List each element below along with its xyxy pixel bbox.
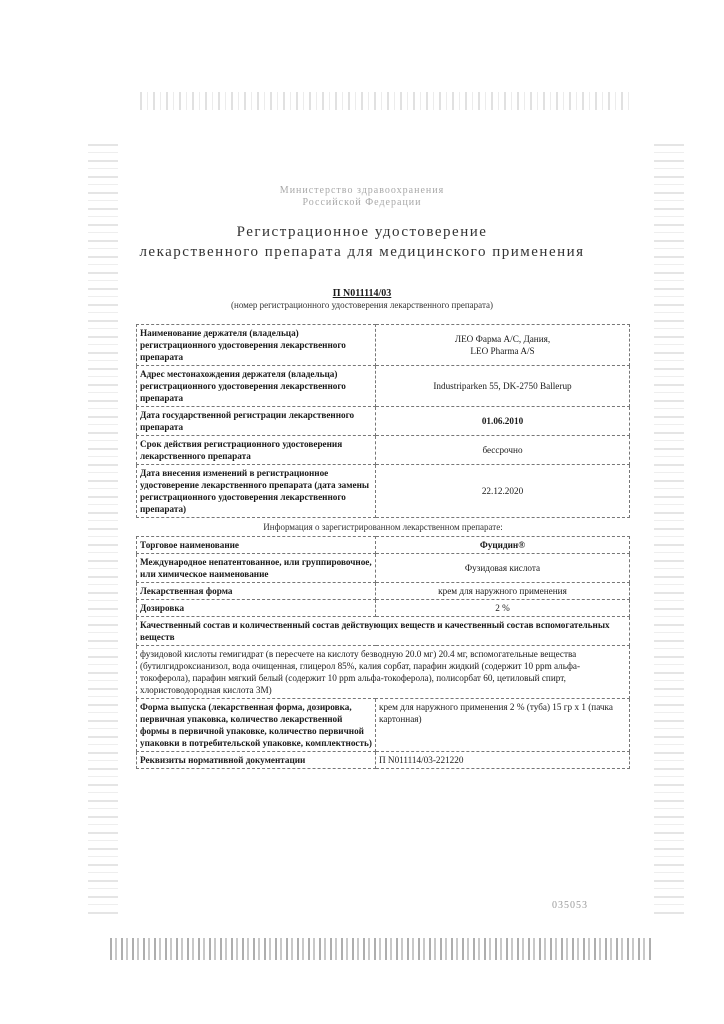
table-row [137,537,630,554]
dosage-value: 2 % [376,600,630,617]
dosage-form-label: Лекарственная форма [137,583,376,600]
table-row [137,366,630,407]
composition-text: фузидовой кислоты гемигидрат (в пересчете на кислоту безводную 20.0 мг) 20.4 мг, вспомогательные вещества (бутилгидроксианизол, вода очищенная, глицерол 85%, калия сорбат, парафин жидкий (содержит 10 ppm альфа-токоферола), парафин мягкий белый (содержит 10 ppm альфа-токоферола), полисорбат 60, цетиловый спирт, хлористоводородная кислота 3М) [137,646,630,699]
inn-value: Фузидовая кислота [376,554,630,583]
table-row [137,583,630,600]
holder-name-ru: ЛЕО Фарма А/С, Дания, [454,334,551,344]
table-row [137,699,630,752]
title-line-1: Регистрационное удостоверение [236,224,488,240]
table-row [137,325,630,366]
table-row [137,518,630,537]
inn-label: Международное непатентованное, или группировочное, или химическое наименование [137,554,376,583]
dosage-label: Дозировка [137,600,376,617]
table-row [137,436,630,465]
holder-address-value: Industriparken 55, DK-2750 Ballerup [376,366,630,407]
table-row [137,554,630,583]
holder-name-value [376,325,630,366]
registration-date-label: Дата государственной регистрации лекарственного препарата [137,407,376,436]
holder-name-en: LEO Pharma A/S [470,346,535,356]
registration-number: П N011114/03 [332,288,392,299]
registration-table [136,324,630,769]
trade-name-label: Торговое наименование [137,537,376,554]
validity-value: бессрочно [376,436,630,465]
registration-number-caption: (номер регистрационного удостоверения лекарственного препарата) [231,300,493,310]
composition-label: Качественный состав и количественный состав действующих веществ и качественный состав вспомогательных веществ [137,617,630,646]
table-row [137,752,630,769]
page-title [0,222,724,262]
stamp-line-1: Министерство здравоохранения [279,185,445,196]
stamp-line-2: Российской Федерации [302,197,422,208]
table-row [137,600,630,617]
holder-name-label: Наименование держателя (владельца) регистрационного удостоверения лекарственного препарата [137,325,376,366]
info-header: Информация о зарегистрированном лекарственном препарате: [263,522,503,532]
change-date-value: 22.12.2020 [376,465,630,518]
validity-label: Срок действия регистрационного удостоверения лекарственного препарата [137,436,376,465]
title-line-2: лекарственного препарата для медицинского применения [139,244,585,260]
trade-name-value: Фуцидин® [376,537,630,554]
bottom-border-ornament [110,938,654,960]
ministry-stamp [0,185,724,209]
table-row [137,465,630,518]
serial-number: 035053 [552,900,588,911]
packaging-value: крем для наружного применения 2 % (туба) 15 гр х 1 (пачка картонная) [376,699,630,752]
packaging-label: Форма выпуска (лекарственная форма, дозировка, первичная упаковка, количество лекарственной формы в первичной упаковке, количество первичной упаковки в потребительской упаковке, комплектность) [137,699,376,752]
table-row [137,617,630,646]
top-border-ornament [140,92,634,110]
regulatory-docs-label: Реквизиты нормативной документации [137,752,376,769]
regulatory-docs-value: П N011114/03-221220 [376,752,630,769]
dosage-form-value: крем для наружного применения [376,583,630,600]
table-row [137,646,630,699]
table-row [137,407,630,436]
registration-date-value: 01.06.2010 [376,407,630,436]
holder-address-label: Адрес местонахождения держателя (владельца) регистрационного удостоверения лекарственного препарата [137,366,376,407]
change-date-label: Дата внесения изменений в регистрационное удостоверение лекарственного препарата (дата замены регистрационного удостоверения лекарственного препарата) [137,465,376,518]
